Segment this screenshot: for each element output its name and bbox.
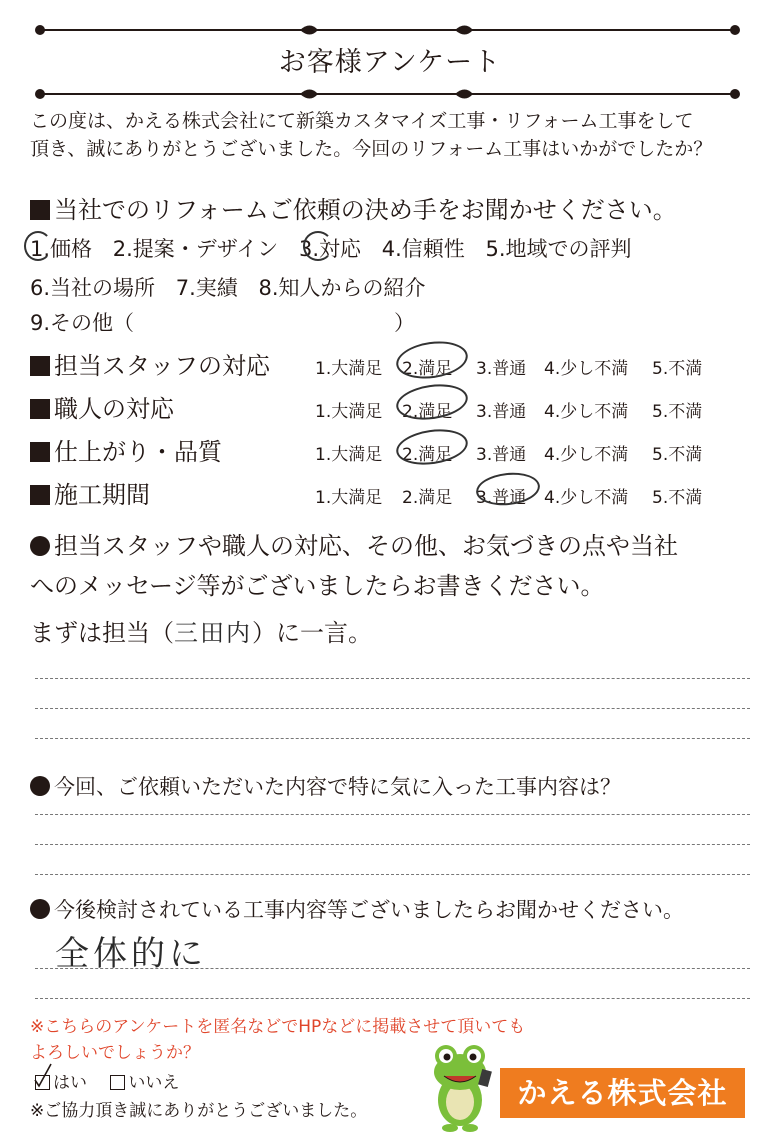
rating-option[interactable]: 3.普通 xyxy=(476,488,527,508)
rating-option[interactable]: 1.大満足 xyxy=(315,488,383,508)
publication-answer xyxy=(35,1068,179,1093)
publication-question-line-1: ※こちらのアンケートを匿名などでHPなどに掲載させて頂いても xyxy=(30,1017,526,1037)
frog-mascot-icon xyxy=(420,1040,500,1135)
q1-selected-price-mark xyxy=(24,231,52,261)
company-logo: かえる株式会社 xyxy=(500,1068,745,1118)
rating-option[interactable]: 2.満足 xyxy=(402,359,453,379)
q1-option-record[interactable]: 7.実績 xyxy=(175,276,238,300)
rating-option[interactable]: 4.少し不満 xyxy=(544,359,629,379)
q1-option-price[interactable]: 1.価格 xyxy=(30,237,93,261)
square-bullet-icon xyxy=(30,356,50,376)
square-bullet-icon xyxy=(30,485,50,505)
rating-option[interactable]: 5.不満 xyxy=(652,488,703,508)
rating-option[interactable]: 5.不満 xyxy=(652,402,703,422)
square-bullet-icon xyxy=(30,200,50,220)
rating-option[interactable]: 4.少し不満 xyxy=(544,402,629,422)
rating-option[interactable]: 5.不満 xyxy=(652,359,703,379)
rating-label: 施工期間 xyxy=(30,475,150,510)
writing-line[interactable] xyxy=(35,998,750,999)
circle-bullet-icon xyxy=(30,899,50,919)
rating-row-period xyxy=(30,471,750,511)
no-label: いいえ xyxy=(128,1073,180,1093)
rating-option[interactable]: 3.普通 xyxy=(476,445,527,465)
circle-bullet-icon xyxy=(30,536,50,556)
q1-option-response[interactable]: 3.対応 xyxy=(299,237,362,261)
rating-row-craftsman xyxy=(30,385,750,425)
rating-option[interactable]: 1.大満足 xyxy=(315,402,383,422)
rating-option[interactable]: 2.満足 xyxy=(402,488,453,508)
q4-question: 今後検討されている工事内容等ございましたらお聞かせください。 xyxy=(30,894,684,924)
square-bullet-icon xyxy=(30,399,50,419)
writing-line[interactable] xyxy=(35,968,750,969)
q1-heading: 当社でのリフォームご依頼の決め手をお聞かせください。 xyxy=(30,190,677,225)
top-ornament xyxy=(30,20,745,40)
writing-line[interactable] xyxy=(35,814,750,815)
rating-option[interactable]: 1.大満足 xyxy=(315,359,383,379)
checkmark-icon xyxy=(33,1062,53,1088)
writing-line[interactable] xyxy=(35,708,750,709)
q1-option-trust[interactable]: 4.信頼性 xyxy=(381,237,465,261)
checkbox-no[interactable] xyxy=(110,1075,125,1090)
circle-bullet-icon xyxy=(30,776,50,796)
q1-option-referral[interactable]: 8.知人からの紹介 xyxy=(258,276,426,300)
square-bullet-icon xyxy=(30,442,50,462)
thanks-note: ※ご協力頂き誠にありがとうございました。 xyxy=(30,1101,368,1121)
page-title: お客様アンケート xyxy=(278,47,502,78)
writing-line[interactable] xyxy=(35,678,750,679)
staff-name-handwritten: 三田内 xyxy=(174,619,252,647)
bottom-ornament xyxy=(30,84,745,104)
checkbox-yes[interactable] xyxy=(35,1075,50,1090)
q3-question: 今回、ご依頼いただいた内容で特に気に入った工事内容は？ xyxy=(30,771,621,801)
rating-option[interactable]: 4.少し不満 xyxy=(544,445,629,465)
rating-option[interactable]: 2.満足 xyxy=(402,445,453,465)
rating-label: 仕上がり・品質 xyxy=(30,432,222,467)
rating-option[interactable]: 1.大満足 xyxy=(315,445,383,465)
q2-line-3: まずは担当（三田内）に一言。 xyxy=(30,619,372,647)
intro-line-2: 頂き、誠にありがとうございました。今回のリフォーム工事はいかがでしたか？ xyxy=(30,138,713,160)
q2-line-2: へのメッセージ等がございましたらお書きください。 xyxy=(30,572,605,600)
rating-option[interactable]: 5.不満 xyxy=(652,445,703,465)
rating-label: 担当スタッフの対応 xyxy=(30,346,270,381)
yes-label: はい xyxy=(53,1073,87,1093)
rating-row-staff xyxy=(30,342,750,382)
writing-line[interactable] xyxy=(35,874,750,875)
rating-row-quality xyxy=(30,428,750,468)
publication-question-line-2: よろしいでしょうか？ xyxy=(30,1043,200,1063)
q1-option-other[interactable]: 9.その他（ ） xyxy=(30,311,416,335)
rating-label: 職人の対応 xyxy=(30,389,174,424)
q2-line-1: 担当スタッフや職人の対応、その他、お気づきの点や当社 xyxy=(30,526,678,561)
q1-options-row-1 xyxy=(30,233,646,263)
q1-option-location[interactable]: 6.当社の場所 xyxy=(30,276,156,300)
rating-option[interactable]: 4.少し不満 xyxy=(544,488,629,508)
q1-option-reputation[interactable]: 5.地域での評判 xyxy=(485,237,632,261)
intro-line-1: この度は、かえる株式会社にて新築カスタマイズ工事・リフォーム工事をして xyxy=(30,110,694,132)
rating-option[interactable]: 2.満足 xyxy=(402,402,453,422)
rating-option[interactable]: 3.普通 xyxy=(476,402,527,422)
writing-line[interactable] xyxy=(35,738,750,739)
q4-answer-handwritten: 全体的に xyxy=(55,934,207,974)
q1-options-row-2 xyxy=(30,272,440,302)
q1-selected-response-mark xyxy=(303,231,333,261)
q1-option-proposal[interactable]: 2.提案・デザイン xyxy=(112,237,279,261)
rating-option[interactable]: 3.普通 xyxy=(476,359,527,379)
writing-line[interactable] xyxy=(35,844,750,845)
